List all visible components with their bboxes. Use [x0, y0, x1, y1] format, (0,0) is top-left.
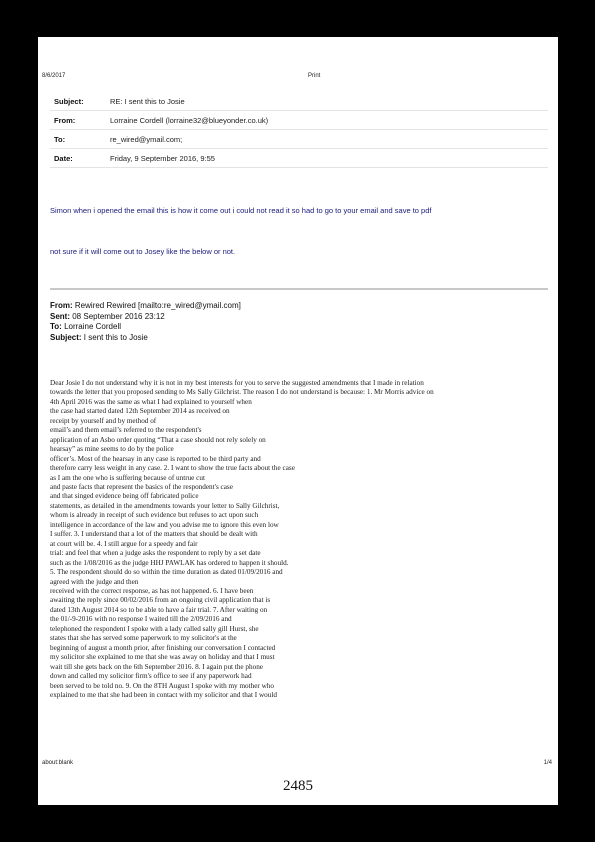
- to-value: re_wired@ymail.com;: [110, 135, 183, 144]
- body-line: my solicitor she explained to me that she was away on holiday and that I must: [50, 653, 275, 662]
- body-line: 5. The respondent should do so within the time duration as dated 01/09/2016 and: [50, 568, 283, 577]
- document-page: [38, 37, 558, 805]
- body-line: awaiting the reply since 00/02/2016 from an ongoing civil application that is: [50, 596, 271, 605]
- body-line: been served to be told no. 9. On the 8TH August I spoke with my mother who: [50, 681, 274, 690]
- forwarded-to-label: To:: [50, 322, 62, 331]
- forwarded-from-value: Rewired Rewired [mailto:re_wired@ymail.com]: [74, 301, 241, 310]
- forwarded-to: [50, 322, 241, 333]
- from-value: Lorraine Cordell (lorraine32@blueyonder.co.uk): [110, 116, 269, 125]
- body-line: application of an Asbo order quoting “That a case should not rely solely on: [50, 435, 266, 444]
- body-line: agreed with the judge and then: [50, 577, 139, 586]
- body-line: I suffer. 3. I understand that a lot of the matters that should be dealt with: [50, 530, 258, 539]
- body-line: states that she has served some paperwork to my solicitor's at the: [50, 634, 237, 643]
- body-line: the 01/-9-2016 with no response I waited till the 2/09/2016 and: [50, 615, 232, 624]
- email-from-row: [50, 111, 548, 130]
- forwarded-header: [50, 301, 241, 343]
- from-label: From:: [54, 116, 76, 125]
- body-line: and that singed evidence being off fabricated police: [50, 492, 199, 501]
- subject-label: Subject:: [54, 97, 84, 106]
- body-line: explained to me that she had been in contact with my solicitor and that I would: [50, 690, 277, 699]
- print-title: Print: [308, 73, 321, 79]
- body-line: receipt by yourself and by method of: [50, 416, 157, 425]
- to-label: To:: [54, 135, 66, 144]
- forwarded-sent: [50, 312, 241, 323]
- forwarded-subject-value: I sent this to Josie: [83, 332, 148, 342]
- date-value: Friday, 9 September 2016, 9:55: [110, 154, 215, 163]
- forwarded-sent-value: 08 September 2016 23:12: [72, 311, 165, 321]
- body-line: towards the letter that you proposed sending to Ms Sally Gilchrist. The reason I do not understand is because: 1. Mr Morris advice on: [50, 388, 434, 397]
- body-line: at court will be. 4. I still argue for a speedy and fair: [50, 539, 198, 548]
- page-number: 2485: [283, 778, 313, 794]
- message-line-1: Simon when i opened the email this is how it come out i could not read it so had to go to your email and save to pdf: [50, 206, 432, 215]
- separator: [50, 288, 548, 290]
- body-line: hearsay” as mine seems to do by the police: [50, 445, 174, 454]
- body-line: 4th April 2016 was the same as what I had explained to yourself when: [50, 397, 252, 406]
- body-line: such as the 1/08/2016 as the judge HHJ PAWLAK has ordered to happen it should.: [50, 558, 289, 567]
- forwarded-sent-label: Sent:: [50, 311, 70, 321]
- forwarded-from: [50, 301, 241, 312]
- body-line: email’s and them email’s referred to the respondent's: [50, 426, 202, 435]
- footer-url: about:blank: [42, 760, 74, 766]
- forwarded-from-label: From:: [50, 301, 73, 310]
- email-subject-row: [50, 92, 548, 111]
- body-line: Dear Josie I do not understand why it is not in my best interests for you to serve the suggested amendments that I made in relation: [50, 379, 424, 387]
- body-line: down and called my solicitor firm's office to see if any paperwork had: [50, 672, 252, 681]
- footer-page-count: 1/4: [543, 760, 552, 766]
- body-line: telephoned the respondent I spoke with a lady called sally gill Hurst, she: [50, 624, 259, 633]
- body-line: trial: and feel that when a judge asks the respondent to reply by a set date: [50, 549, 261, 558]
- body-line: therefore carry less weight in any case. 2. I want to show the true facts about the case: [50, 464, 295, 473]
- forwarded-to-value: Lorraine Cordell: [64, 322, 121, 331]
- email-date-row: [50, 149, 548, 168]
- forwarded-subject: [50, 333, 241, 344]
- subject-value: RE: I sent this to Josie: [110, 97, 185, 106]
- body-line: statements, as detailed in the amendments towards your letter to Sally Gilchrist,: [50, 501, 280, 510]
- body-line: whom is already in receipt of such evidence but refuses to act upon such: [50, 511, 259, 520]
- body-line: dated 13th August 2014 so to be able to have a fair trial. 7. After waiting on: [50, 605, 268, 614]
- body-line: the case had started dated 12th September 2014 as received on: [50, 407, 230, 416]
- body-line: intelligence in accordance of the law and you advise me to ignore this even low: [50, 520, 279, 529]
- email-to-row: [50, 130, 548, 149]
- body-line: wait till she gets back on the 6th September 2016. 8. I again put the phone: [50, 662, 263, 671]
- body-line: officer’s. Most of the hearsay in any case is reported to be third party and: [50, 454, 261, 463]
- message-line-2: not sure if it will come out to Josey like the below or not.: [50, 247, 236, 256]
- date-label: Date:: [54, 154, 73, 163]
- body-line: as I am the one who is suffering because of untrue cut: [50, 473, 205, 482]
- print-date: 8/6/2017: [42, 73, 66, 79]
- letter-body: [50, 379, 550, 700]
- forwarded-subject-label: Subject:: [50, 332, 82, 342]
- body-line: beginning of august a month prior, after finishing our conversation I contacted: [50, 643, 276, 652]
- body-line: and paste facts that represent the basics of the respondent's case: [50, 482, 233, 491]
- body-line: received with the correct response, as has not happened. 6. I have been: [50, 586, 254, 595]
